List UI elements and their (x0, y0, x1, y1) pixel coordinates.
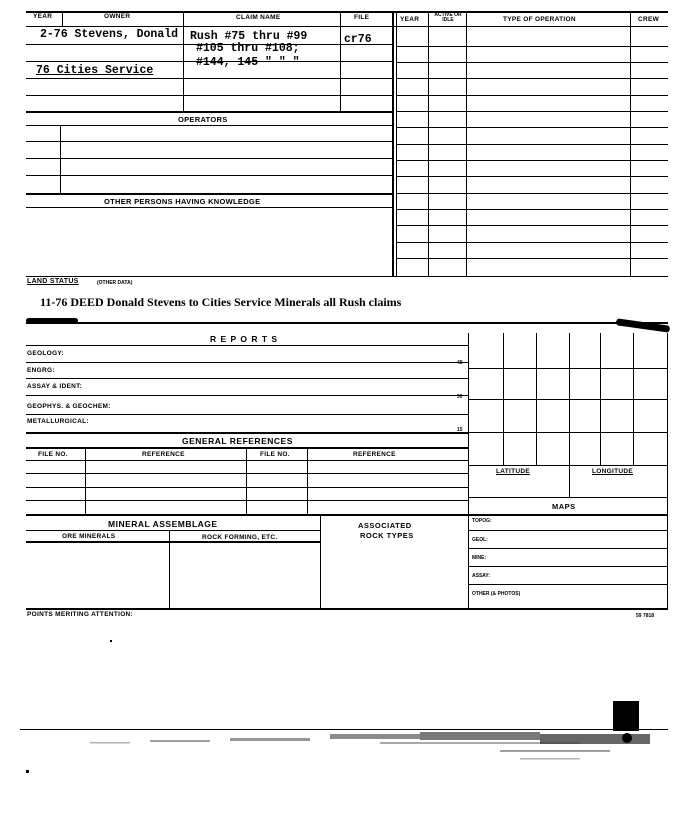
gr-reference-1: REFERENCE (142, 451, 185, 458)
latitude-label: LATITUDE (496, 468, 531, 475)
scan-smudge-right (616, 318, 670, 332)
report-assay: ASSAY & IDENT: (27, 383, 83, 390)
points-meriting-attention: POINTS MERITING ATTENTION: (27, 611, 134, 618)
map-assay: ASSAY: (472, 573, 491, 579)
entry-claim-2: #105 thru #108; (196, 42, 300, 55)
map-mine: MINE: (472, 555, 487, 561)
land-status-entry: 11-76 DEED Donald Stevens to Cities Service Minerals all Rush claims (40, 295, 402, 309)
longitude-label: LONGITUDE (592, 468, 633, 475)
reports-title: R E P O R T S (210, 334, 279, 344)
map-other: OTHER (& PHOTOS) (472, 591, 521, 597)
header-year-right: YEAR (400, 16, 420, 23)
header-file: FILE (354, 14, 370, 21)
operators-label: OPERATORS (178, 115, 228, 124)
header-active-or-idle: ACTIVE OR IDLE (434, 12, 462, 23)
scan-speck-2 (110, 640, 112, 642)
scan-noise (80, 728, 670, 770)
land-status-sub: (OTHER DATA) (97, 280, 133, 286)
entry-owner-2: 76 Cities Service (36, 64, 154, 77)
rock-types-label: ROCK TYPES (360, 531, 414, 540)
entry-file: cr76 (344, 33, 372, 46)
scan-speck-1 (26, 770, 29, 773)
header-crew: CREW (638, 16, 660, 23)
map-geol: GEOL: (472, 537, 488, 543)
other-persons-label: OTHER PERSONS HAVING KNOWLEDGE (104, 197, 261, 206)
report-num-15: 15 (457, 427, 463, 433)
entry-year-owner: 2-76 Stevens, Donald (40, 28, 179, 41)
scan-black-square (613, 701, 639, 731)
header-type-of-operation: TYPE OF OPERATION (503, 16, 576, 23)
header-year: YEAR (33, 13, 53, 20)
header-owner: OWNER (104, 13, 131, 20)
form-number: 59 7818 (636, 613, 655, 619)
gr-file-no-2: FILE NO. (260, 451, 290, 458)
header-claim-name: CLAIM NAME (236, 14, 281, 21)
rock-forming: ROCK FORMING, ETC. (202, 534, 278, 541)
general-references-title: GENERAL REFERENCES (182, 436, 293, 446)
report-geophys: GEOPHYS. & GEOCHEM: (27, 403, 111, 410)
entry-claim-1: Rush #75 thru #99 (190, 30, 308, 43)
report-num-30: 30 (457, 394, 463, 400)
report-num-48: 48 (457, 360, 463, 366)
map-topog: TOPOG: (472, 518, 492, 524)
ore-minerals: ORE MINERALS (62, 533, 116, 540)
land-status-label: LAND STATUS (27, 278, 79, 285)
gr-file-no-1: FILE NO. (38, 451, 68, 458)
report-metallurgical: METALLURGICAL: (27, 418, 89, 425)
report-geology: GEOLOGY: (27, 350, 64, 357)
mineral-title: MINERAL ASSEMBLAGE (108, 519, 218, 529)
entry-claim-3: #144, 145 " " " (196, 56, 300, 69)
maps-title: MAPS (552, 502, 576, 511)
report-engrg: ENGRG: (27, 367, 55, 374)
gr-reference-2: REFERENCE (353, 451, 396, 458)
associated-label: ASSOCIATED (358, 521, 412, 530)
